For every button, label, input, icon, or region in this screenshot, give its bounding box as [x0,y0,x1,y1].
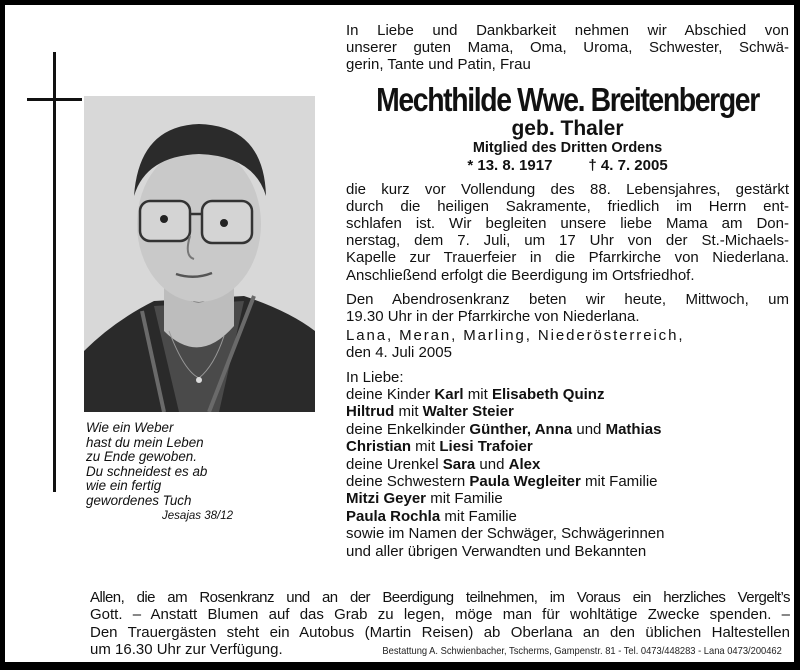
body-line: schlafen ist. Wir begleiten unsere liebe Mama am Don- [346,215,789,233]
family-line [346,525,789,542]
family-text: mit Familie [440,507,517,525]
family-text: und aller übrigen Verwandten und Bekannten [346,542,647,560]
family-line [346,473,789,490]
family-member-name: Christian [346,438,412,456]
verse-line: hast du mein Leben [86,434,204,450]
body-line: nerstag, dem 7. Juli, um 17 Uhr von der St.-Michaels- [346,232,789,250]
rosary-paragraph [346,291,789,325]
body-paragraph [346,181,789,284]
obituary-notice [5,5,794,662]
family-member-name: Liesi Trafoier [439,438,533,456]
family-text: deine Urenkel [346,455,443,473]
cross-icon-horizontal [27,98,82,101]
family-list [346,369,789,560]
family-member-name: Paula Rochla [346,507,441,525]
undertaker-footer: Bestattung A. Schwienbacher, Tscherms, Gampenstr. 81 - Tel. 0473/448283 - Lana 0473/200462 [382,646,782,657]
family-text: mit [411,438,440,456]
family-text: deine Enkelkinder [346,420,470,438]
cross-icon-vertical [53,52,56,492]
family-text: deine Kinder [346,386,435,404]
life-dates [346,157,789,174]
place-date [346,327,789,361]
family-line [346,508,789,525]
family-text: mit [394,403,423,421]
verse-line: gewordenes Tuch [86,492,192,508]
intro-line: unserer guten Mama, Oma, Uroma, Schwester, Schwä- [346,39,789,57]
family-member-name: Elisabeth Quinz [491,386,605,404]
body-line: durch die heiligen Sakramente, friedlich im Herrn ent- [346,197,789,215]
portrait-photo [84,96,315,412]
verse-line: wie ein fertig [86,478,162,494]
family-member-name: Walter Steier [422,403,514,421]
verse-line: Wie ein Weber [86,420,174,435]
thanks-line: Allen, die am Rosenkranz und an der Beerdigung teilnehmen, im Voraus ein herzliches Vergelt’s [90,589,790,606]
family-line [346,386,789,403]
body-line: die kurz vor Vollendung des 88. Lebensjahres, gestärkt [346,180,789,198]
notice-date: den 4. Juli 2005 [346,344,452,362]
rosary-line: 19.30 Uhr in der Pfarrkirche von Niederlana. [346,308,640,326]
deceased-name: Mechthilde Wwe. Breitenberger [376,80,759,118]
family-line [346,403,789,420]
bible-verse [86,421,321,524]
family-line [346,421,789,438]
family-heading: In Liebe: [346,368,404,386]
family-text: sowie im Namen der Schwäger, Schwägerinnen [346,525,665,543]
portrait-illustration [84,96,315,412]
family-member-name: Mathias [605,420,662,438]
membership: Mitglied des Dritten Ordens [472,139,663,156]
thanks-line: Gott. – Anstatt Blumen auf das Grab zu legen, möge man für wohltätige Zwecke spenden. – [90,606,790,624]
family-member-name: Paula Wegleiter [469,473,581,491]
family-member-name: Sara [442,455,476,473]
places: Lana, Meran, Marling, Niederösterreich, [346,327,685,345]
body-line: Anschließend erfolgt die Beerdigung im Ortsfriedhof. [346,266,695,284]
family-line [346,438,789,455]
verse-line: Du schneidest es ab [86,463,208,479]
family-text: deine Schwestern [346,473,470,491]
verse-line: zu Ende gewoben. [86,449,197,465]
family-text: mit Familie [426,490,503,508]
family-member-name: Karl [434,386,464,404]
main-text-column [346,22,789,560]
family-member-name: Mitzi Geyer [346,490,427,508]
family-line [346,456,789,473]
verse-reference: Jesajas 38/12 [162,509,233,522]
intro-line: gerin, Tante und Patin, Frau [346,56,531,74]
family-lines [346,386,789,560]
thanks-line: um 16.30 Uhr zur Verfügung. [90,640,283,658]
intro-paragraph [346,22,789,74]
family-text: und [572,420,606,438]
family-text: mit Familie [580,473,658,491]
birth-date: * 13. 8. 1917 [467,156,553,174]
family-line [346,490,789,507]
family-member-name: Alex [508,455,541,473]
family-text: und [475,455,509,473]
family-member-name: Hiltrud [346,403,395,421]
family-line [346,543,789,560]
body-line: Kapelle zur Trauerfeier in die Pfarrkirche von Niederlana. [346,249,789,267]
family-text: mit [463,386,492,404]
thanks-line: Den Trauergästen steht ein Autobus (Martin Reisen) ab Oberlana an den üblichen Haltestellen [90,623,790,641]
rosary-line: Den Abendrosenkranz beten wir heute, Mittwoch, um [346,290,789,308]
maiden-name: geb. Thaler [511,116,624,140]
intro-line: In Liebe und Dankbarkeit nehmen wir Abschied von [346,22,789,39]
death-date: † 4. 7. 2005 [588,156,668,174]
family-member-name: Günther, Anna [469,420,573,438]
